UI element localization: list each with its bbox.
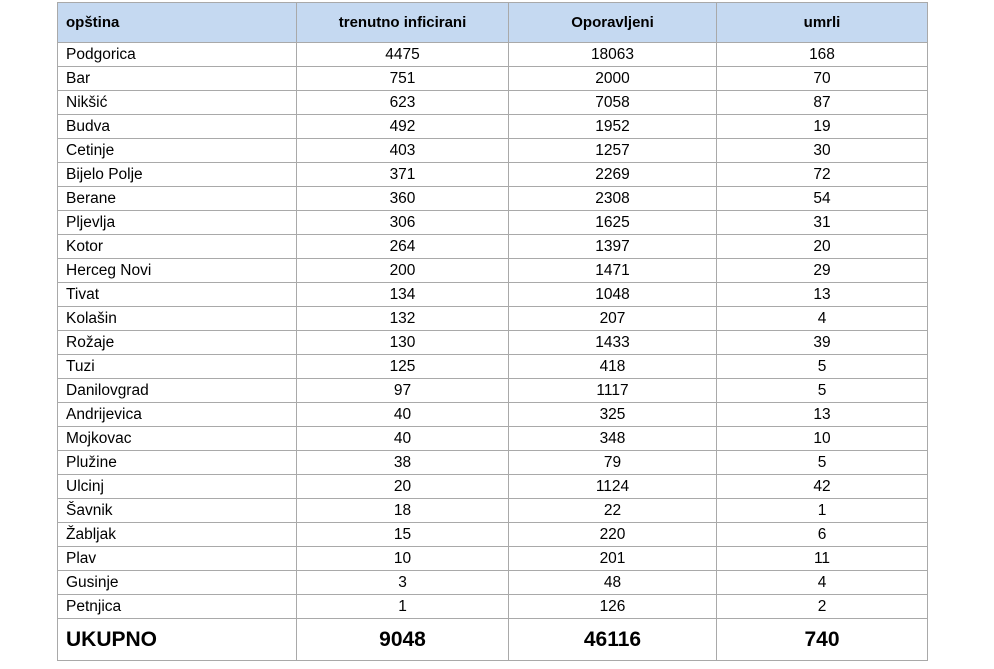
table-row — [58, 307, 928, 331]
table-row — [58, 187, 928, 211]
total-label: UKUPNO — [58, 619, 297, 661]
cell-oporavljeni: 7058 — [509, 91, 717, 115]
table-row — [58, 43, 928, 67]
cell-opstina: Nikšić — [58, 91, 297, 115]
cell-opstina: Šavnik — [58, 499, 297, 523]
cell-inficirani: 306 — [297, 211, 509, 235]
total-oporavljeni: 46116 — [509, 619, 717, 661]
cell-oporavljeni: 1397 — [509, 235, 717, 259]
cell-inficirani: 264 — [297, 235, 509, 259]
table-row — [58, 115, 928, 139]
cell-inficirani: 200 — [297, 259, 509, 283]
cell-oporavljeni: 1433 — [509, 331, 717, 355]
table-row — [58, 475, 928, 499]
table-row — [58, 355, 928, 379]
cell-opstina: Herceg Novi — [58, 259, 297, 283]
cell-inficirani: 371 — [297, 163, 509, 187]
cell-opstina: Tivat — [58, 283, 297, 307]
cell-inficirani: 20 — [297, 475, 509, 499]
cell-oporavljeni: 1117 — [509, 379, 717, 403]
cell-oporavljeni: 1124 — [509, 475, 717, 499]
cell-oporavljeni: 325 — [509, 403, 717, 427]
cell-inficirani: 403 — [297, 139, 509, 163]
cell-inficirani: 40 — [297, 403, 509, 427]
cell-opstina: Bar — [58, 67, 297, 91]
cell-opstina: Pljevlja — [58, 211, 297, 235]
cell-opstina: Cetinje — [58, 139, 297, 163]
cell-umrli: 20 — [717, 235, 928, 259]
cell-oporavljeni: 1048 — [509, 283, 717, 307]
table-row — [58, 67, 928, 91]
total-row — [58, 619, 928, 661]
cell-umrli: 54 — [717, 187, 928, 211]
cell-umrli: 39 — [717, 331, 928, 355]
cell-oporavljeni: 201 — [509, 547, 717, 571]
cell-inficirani: 751 — [297, 67, 509, 91]
cell-inficirani: 97 — [297, 379, 509, 403]
total-inficirani: 9048 — [297, 619, 509, 661]
cell-inficirani: 360 — [297, 187, 509, 211]
cell-opstina: Petnjica — [58, 595, 297, 619]
cell-umrli: 30 — [717, 139, 928, 163]
table-row — [58, 451, 928, 475]
cell-opstina: Žabljak — [58, 523, 297, 547]
cell-oporavljeni: 2269 — [509, 163, 717, 187]
cell-umrli: 70 — [717, 67, 928, 91]
cell-opstina: Bijelo Polje — [58, 163, 297, 187]
cell-inficirani: 3 — [297, 571, 509, 595]
table-row — [58, 595, 928, 619]
cell-umrli: 1 — [717, 499, 928, 523]
cell-umrli: 29 — [717, 259, 928, 283]
table-row — [58, 163, 928, 187]
header-umrli: umrli — [717, 3, 928, 43]
table-row — [58, 235, 928, 259]
cell-umrli: 72 — [717, 163, 928, 187]
cell-umrli: 168 — [717, 43, 928, 67]
cell-opstina: Danilovgrad — [58, 379, 297, 403]
cell-umrli: 5 — [717, 355, 928, 379]
cell-opstina: Rožaje — [58, 331, 297, 355]
cell-opstina: Kotor — [58, 235, 297, 259]
table-row — [58, 571, 928, 595]
cell-inficirani: 4475 — [297, 43, 509, 67]
table-row — [58, 523, 928, 547]
total-umrli: 740 — [717, 619, 928, 661]
cell-umrli: 5 — [717, 451, 928, 475]
header-opstina: opština — [58, 3, 297, 43]
cell-opstina: Mojkovac — [58, 427, 297, 451]
cell-opstina: Kolašin — [58, 307, 297, 331]
cell-oporavljeni: 1952 — [509, 115, 717, 139]
table-row — [58, 379, 928, 403]
table-row — [58, 499, 928, 523]
cell-inficirani: 132 — [297, 307, 509, 331]
cell-inficirani: 134 — [297, 283, 509, 307]
cell-oporavljeni: 1257 — [509, 139, 717, 163]
cell-oporavljeni: 2000 — [509, 67, 717, 91]
cell-inficirani: 130 — [297, 331, 509, 355]
cell-inficirani: 125 — [297, 355, 509, 379]
cell-inficirani: 1 — [297, 595, 509, 619]
cell-opstina: Ulcinj — [58, 475, 297, 499]
table-row — [58, 403, 928, 427]
table-row — [58, 211, 928, 235]
cell-umrli: 31 — [717, 211, 928, 235]
table-row — [58, 331, 928, 355]
cell-oporavljeni: 126 — [509, 595, 717, 619]
cell-oporavljeni: 79 — [509, 451, 717, 475]
cell-oporavljeni: 220 — [509, 523, 717, 547]
cell-umrli: 10 — [717, 427, 928, 451]
municipality-stats-table — [57, 2, 928, 661]
cell-oporavljeni: 2308 — [509, 187, 717, 211]
cell-oporavljeni: 207 — [509, 307, 717, 331]
cell-oporavljeni: 1471 — [509, 259, 717, 283]
cell-oporavljeni: 18063 — [509, 43, 717, 67]
cell-opstina: Berane — [58, 187, 297, 211]
cell-inficirani: 38 — [297, 451, 509, 475]
cell-umrli: 4 — [717, 571, 928, 595]
stats-table-container — [57, 2, 927, 661]
cell-umrli: 87 — [717, 91, 928, 115]
cell-oporavljeni: 1625 — [509, 211, 717, 235]
cell-opstina: Gusinje — [58, 571, 297, 595]
cell-opstina: Budva — [58, 115, 297, 139]
table-row — [58, 259, 928, 283]
cell-inficirani: 10 — [297, 547, 509, 571]
cell-umrli: 13 — [717, 403, 928, 427]
cell-opstina: Tuzi — [58, 355, 297, 379]
header-trenutno-inficirani: trenutno inficirani — [297, 3, 509, 43]
cell-inficirani: 18 — [297, 499, 509, 523]
cell-umrli: 42 — [717, 475, 928, 499]
cell-oporavljeni: 48 — [509, 571, 717, 595]
cell-inficirani: 15 — [297, 523, 509, 547]
table-row — [58, 139, 928, 163]
table-row — [58, 427, 928, 451]
cell-umrli: 5 — [717, 379, 928, 403]
cell-umrli: 4 — [717, 307, 928, 331]
cell-opstina: Plužine — [58, 451, 297, 475]
table-row — [58, 283, 928, 307]
cell-oporavljeni: 22 — [509, 499, 717, 523]
cell-umrli: 6 — [717, 523, 928, 547]
cell-umrli: 11 — [717, 547, 928, 571]
cell-opstina: Podgorica — [58, 43, 297, 67]
cell-inficirani: 492 — [297, 115, 509, 139]
cell-opstina: Andrijevica — [58, 403, 297, 427]
cell-umrli: 19 — [717, 115, 928, 139]
cell-oporavljeni: 418 — [509, 355, 717, 379]
table-body — [58, 43, 928, 619]
cell-opstina: Plav — [58, 547, 297, 571]
cell-inficirani: 623 — [297, 91, 509, 115]
table-row — [58, 547, 928, 571]
cell-umrli: 13 — [717, 283, 928, 307]
cell-oporavljeni: 348 — [509, 427, 717, 451]
table-row — [58, 91, 928, 115]
header-oporavljeni: Oporavljeni — [509, 3, 717, 43]
cell-inficirani: 40 — [297, 427, 509, 451]
table-header-row — [58, 3, 928, 43]
cell-umrli: 2 — [717, 595, 928, 619]
